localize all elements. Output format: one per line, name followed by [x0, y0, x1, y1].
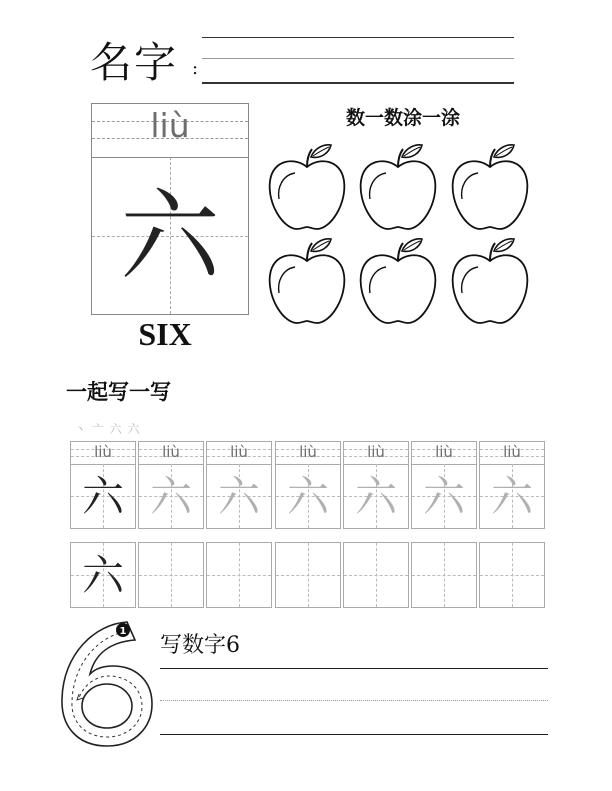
cell-pinyin: liù [435, 443, 453, 461]
cell-character: 六 [81, 472, 124, 521]
practice-cell-empty[interactable] [138, 542, 204, 608]
cell-pinyin: liù [230, 443, 248, 461]
practice-cell-empty[interactable] [411, 542, 477, 608]
cell-character: 六 [149, 472, 192, 521]
card-pinyin: liù [150, 106, 190, 145]
cell-character: 六 [81, 551, 124, 600]
practice-cell-guided [343, 441, 409, 529]
practice-cell-guided [70, 441, 136, 529]
cell-character: 六 [490, 472, 533, 521]
apple-icon [265, 237, 349, 327]
apple-icon [356, 143, 440, 233]
name-colon: : [192, 58, 199, 79]
practice-cell-empty[interactable] [206, 542, 272, 608]
apple-icon [448, 143, 532, 233]
writing-line-top [160, 668, 548, 669]
apple-icon [265, 143, 349, 233]
cell-character: 六 [286, 472, 329, 521]
practice-cell-guided [411, 441, 477, 529]
english-word: SIX [138, 316, 192, 352]
practice-cell-guided [275, 441, 341, 529]
cell-character: 六 [217, 472, 260, 521]
writing-line-middle [160, 700, 548, 701]
cell-pinyin: liù [94, 443, 112, 461]
card-character-box [92, 157, 248, 314]
cell-pinyin: liù [162, 443, 180, 461]
cell-character: 六 [354, 472, 397, 521]
name-line-3 [202, 82, 514, 84]
practice-cell-guided [206, 441, 272, 529]
stroke-order: 丶 亠 六 六 [74, 422, 141, 436]
writing-line-bottom [160, 734, 548, 735]
card-character: 六 [120, 178, 220, 295]
practice-title: 一起写一写 [66, 379, 171, 404]
practice-cell-guided [138, 441, 204, 529]
tracing-step-number: 1 [119, 626, 127, 637]
practice-cell-empty[interactable] [343, 542, 409, 608]
cell-pinyin: liù [367, 443, 385, 461]
card-pinyin-box [92, 104, 248, 158]
apple-icon [448, 237, 532, 327]
cell-pinyin: liù [503, 443, 521, 461]
apple-icon [356, 237, 440, 327]
cell-character: 六 [422, 472, 465, 521]
cell-pinyin: liù [299, 443, 317, 461]
practice-cell-empty[interactable] [275, 542, 341, 608]
name-line-2 [202, 58, 514, 59]
practice-cell-guided [479, 441, 545, 529]
digit-title: 写数字6 [160, 633, 240, 658]
name-label: 名字 [90, 38, 179, 87]
digit-six-tracing-icon [55, 614, 160, 749]
name-line-1 [202, 37, 514, 38]
practice-cell-example [70, 542, 136, 608]
practice-cell-empty[interactable] [479, 542, 545, 608]
counting-title: 数一数涂一涂 [346, 107, 461, 129]
character-card [91, 103, 249, 315]
